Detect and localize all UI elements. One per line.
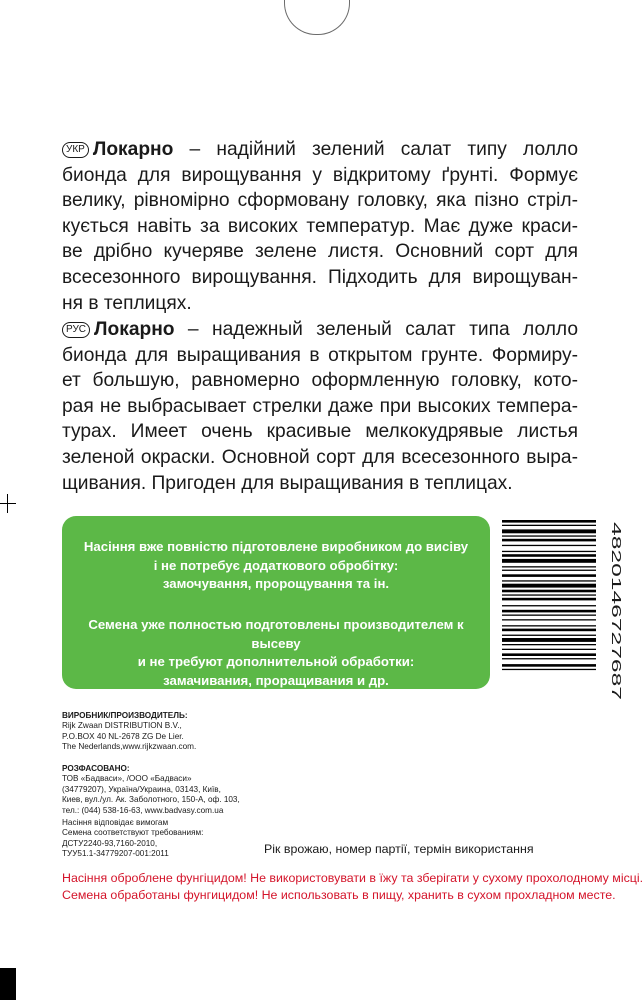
- barcode-bar: [502, 605, 596, 606]
- description-line: ве дрібно кучеряве зелене листя. Основний сорт для: [62, 241, 578, 263]
- description-line: зеленой окраски. Основной сорт для всесезонного выра-: [62, 446, 578, 468]
- barcode-bar: [502, 554, 596, 557]
- barcode-bar: [502, 590, 596, 593]
- hang-hole-notch: [284, 0, 350, 35]
- barcode-bar: [502, 658, 596, 659]
- corner-mark: [0, 968, 16, 1000]
- description-line: ня в теплицях.: [62, 292, 192, 314]
- barcode-bar: [502, 566, 596, 567]
- barcode-bar: [502, 615, 596, 616]
- barcode-bar: [502, 635, 596, 636]
- barcode-bar: [502, 598, 596, 601]
- barcode-bar: [502, 669, 596, 670]
- description-line: УКР Локарно – надійний зелений салат типу лолло: [62, 137, 578, 163]
- barcode-bar: [502, 529, 596, 533]
- barcode-bars: [502, 520, 596, 670]
- barcode-bar: [502, 638, 596, 642]
- barcode-bar: [502, 664, 596, 667]
- barcode-bar: [502, 610, 596, 613]
- barcode-bar: [502, 535, 596, 536]
- description-ukr: [62, 137, 578, 316]
- producer-info: ВИРОБНИК/ПРОИЗВОДИТЕЛЬ: Rijk Zwaan DISTRIBUTION B.V., P.O.BOX 40 NL-2678 ZG De Lier. The Nederlands,www.rijkzwaan.com.: [62, 711, 197, 752]
- description-line: велику, рівномірно сформовану головку, яка пізно стріл-: [62, 190, 578, 212]
- barcode-bar: [502, 644, 596, 645]
- barcode-bar: [502, 580, 596, 581]
- description-line: ет большую, равномерно оформленную головку, кото-: [62, 370, 578, 392]
- description-line: щивания. Пригоден для выращивания в теплицах.: [62, 472, 513, 494]
- barcode-bar: [502, 551, 596, 552]
- producer-heading: ВИРОБНИК/ПРОИЗВОДИТЕЛЬ:: [62, 711, 188, 720]
- barcode-digits: 4820146727687: [609, 522, 624, 618]
- barcode-bar: [502, 619, 596, 620]
- barcode-bar: [502, 570, 596, 571]
- barcode-bar: [502, 520, 596, 523]
- seed-preparation-panel: [62, 516, 490, 689]
- crop-mark: [0, 503, 16, 504]
- seed-note-rus: Семена уже полностью подготовлены производителем к высеву и не требуют дополнительной обработки: замачивания, проращивания и др.: [88, 617, 464, 688]
- batch-info: Рік врожаю, номер партії, термін використання: [264, 842, 534, 856]
- barcode-bar: [502, 545, 596, 546]
- barcode-bar: [502, 649, 596, 650]
- barcode-bar: [502, 559, 596, 563]
- packer-info: РОЗФАСОВАНО: ТОВ «Бадваси», /ООО «Бадваси» (34779207), Україна/Украина, 03143, Київ, Киев, вул./ул. Ак. Заболотного, 150-А, оф. 103, тел.: (044) 538-16-63, www.badvasy.com.ua: [62, 764, 240, 815]
- fungicide-warning: Насіння оброблене фунгіцидом! Не використовувати в їжу та зберігати у сухому прохолодному місці. Семена обработаны фунгицидом! Не использовать в пищу, хранить в сухом прохладном месте.: [62, 871, 643, 902]
- lang-badge-rus: РУС: [62, 322, 90, 338]
- description-line: кується навіть за високих температур. Має дуже краси-: [62, 215, 578, 237]
- description-rus: [62, 317, 578, 496]
- variety-name: Локарно: [92, 139, 174, 160]
- barcode-bar: [502, 525, 596, 526]
- barcode-bar: [502, 574, 596, 577]
- crop-mark: [7, 494, 8, 513]
- lang-badge-ukr: УКР: [62, 142, 89, 158]
- description-line: бионда для выращивания в открытом грунте. Формиру-: [62, 344, 578, 366]
- barcode-bar: [502, 653, 596, 656]
- description-line: РУС Локарно – надежный зеленый салат типа лолло: [62, 317, 578, 343]
- barcode: [500, 518, 624, 704]
- standards-info: Насіння відповідає вимогам Семена соответствуют требованиям: ДСТУ2240-93,7160-2010, ТУУ51.1-34779207-001:2011: [62, 818, 204, 859]
- barcode-bar: [502, 584, 596, 588]
- variety-name: Локарно: [94, 319, 175, 340]
- description-line: рая не выбрасывает стрелки даже при высоких темпера-: [62, 395, 578, 417]
- description-line: всесезонного вирощування. Підходить для вирощуван-: [62, 266, 578, 288]
- packer-heading: РОЗФАСОВАНО:: [62, 764, 130, 773]
- barcode-bar: [502, 625, 596, 626]
- barcode-bar: [502, 594, 596, 595]
- description-line: бионда для вирощування у відкритому ґрунті. Формує: [62, 164, 578, 186]
- seed-note-ukr: Насіння вже повністю підготовлене виробником до висіву і не потребує додаткового обробітку: замочування, пророщування та ін.: [83, 539, 469, 591]
- barcode-bar: [502, 629, 596, 632]
- barcode-bar: [502, 539, 596, 542]
- description-line: турах. Имеет очень красивые мелкокудрявые листья: [62, 421, 578, 443]
